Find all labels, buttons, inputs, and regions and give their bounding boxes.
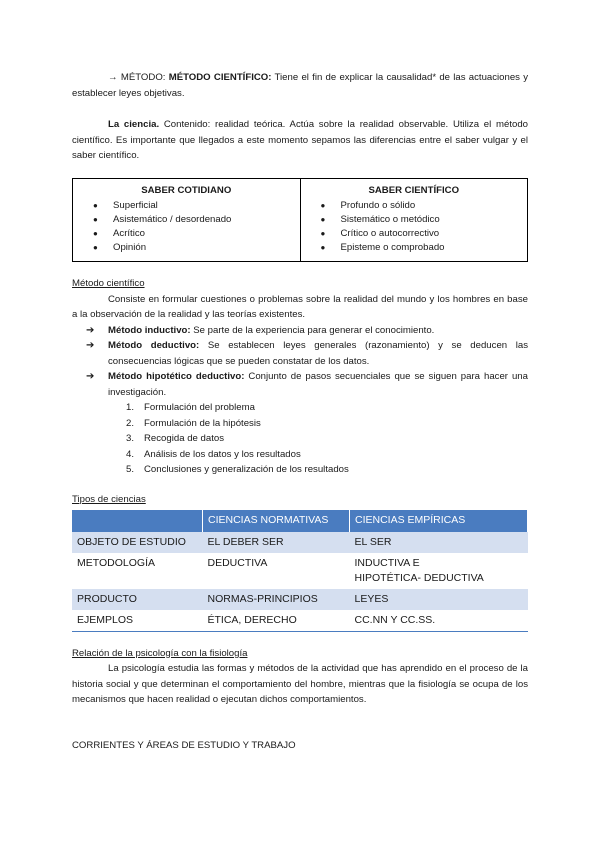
arrow-right-icon: ➔ [86, 340, 95, 351]
saber-cientifico-header: SABER CIENTÍFICO [368, 184, 460, 196]
method-bold: Método inductivo: [108, 324, 191, 336]
corrientes-heading: CORRIENTES Y ÁREAS DE ESTUDIO Y TRABAJO [72, 739, 296, 751]
table-row [72, 553, 528, 589]
metodo-cientifico-heading: Método científico [72, 278, 145, 289]
table-header-cell: CIENCIAS EMPÍRICAS [350, 510, 528, 532]
table-row [72, 610, 528, 632]
metodo-cientifico-intro: Consiste en formular cuestiones o problemas sobre la realidad del mundo y los hombres en base a la observación de la realidad y las teorías existentes. [72, 293, 528, 320]
step-number: 3. [126, 433, 135, 444]
list-item: ● Acrítico [81, 227, 292, 241]
table-cell: NORMAS-PRINCIPIOS [203, 589, 350, 610]
table-cell: EL DEBER SER [203, 532, 350, 553]
table-cell: LEYES [350, 589, 528, 610]
metodo-arrow: → [108, 72, 118, 83]
saber-cotidiano-cell [73, 178, 301, 262]
step-text: Conclusiones y generalización de los resultados [144, 464, 349, 475]
table-cell: EL SER [350, 532, 528, 553]
method-text: Conjunto de pasos secuenciales que se siguen para hacer una investigación. [108, 371, 528, 398]
table-cell: ÉTICA, DERECHO [203, 610, 350, 632]
arrow-right-icon: ➔ [86, 371, 95, 382]
step-number: 5. [126, 464, 135, 475]
step-number: 4. [126, 448, 135, 460]
table-row [72, 532, 528, 553]
method-item-inductivo [72, 323, 528, 339]
ciencia-bold: La ciencia. [108, 119, 160, 130]
list-item: ● Sistemático o metódico [309, 213, 520, 227]
metodo-bold: MÉTODO CIENTÍFICO: [168, 72, 272, 83]
method-item-deductivo [72, 338, 528, 369]
list-item [72, 400, 528, 416]
method-bold: Método deductivo: [108, 340, 200, 351]
step-text: Formulación de la hipótesis [144, 417, 261, 429]
list-item: ● Crítico o autocorrectivo [309, 227, 520, 241]
table-header-row [72, 510, 528, 532]
table-cell: DEDUCTIVA [203, 553, 350, 589]
table-cell: EJEMPLOS [72, 610, 203, 632]
document-page [72, 70, 528, 753]
tipos-table [72, 510, 528, 632]
list-item: ● Opinión [81, 241, 292, 255]
saber-cientifico-cell [300, 178, 528, 262]
saber-table [72, 178, 528, 263]
table-cell: PRODUCTO [72, 589, 203, 610]
method-item-hipotetico [72, 369, 528, 400]
method-text: Se parte de la experiencia para generar el conocimiento. [190, 324, 435, 336]
metodo-text: Tiene el fin de explicar la causalidad* de las actuaciones y establecer leyes objetivas. [72, 72, 529, 99]
ciencia-text: Contenido: realidad teórica. Actúa sobre la realidad observable. Utiliza el método científico. Es importante que llegados a este momento sepamos las diferencias entre el saber vulgar y el saber científico. [72, 119, 528, 161]
list-item: ● Superficial [81, 199, 292, 213]
metodo-paragraph [72, 70, 528, 101]
table-cell: INDUCTIVA E HIPOTÉTICA- DEDUCTIVA [350, 553, 528, 589]
list-item [72, 431, 528, 447]
step-number: 1. [126, 402, 135, 413]
saber-cotidiano-header: SABER COTIDIANO [141, 184, 232, 196]
step-text: Formulación del problema [144, 402, 255, 413]
table-cell: CC.NN Y CC.SS. [350, 610, 528, 632]
method-text: Se establecen leyes generales (razonamiento) y se deducen las consecuencias lógicas que se pueden constatar de los datos. [108, 340, 528, 367]
methods-list [72, 323, 528, 401]
list-item [72, 462, 528, 478]
table-cell: OBJETO DE ESTUDIO [72, 532, 203, 553]
method-bold: Método hipotético deductivo: [108, 371, 245, 382]
table-header-cell: CIENCIAS NORMATIVAS [203, 510, 350, 532]
relacion-paragraph: La psicología estudia las formas y métodos de la actividad que has aprendido en el proceso de la historia social y que determinan el comportamiento del hombre, mientras que la fisiología se ocupa de los mecanismos que hacen realidad o ejecutan dichos comportamientos. [72, 663, 528, 705]
saber-cotidiano-list [81, 199, 292, 255]
relacion-heading: Relación de la psicología con la fisiología [72, 647, 248, 659]
step-text: Análisis de los datos y los resultados [144, 448, 301, 460]
table-row [72, 589, 528, 610]
list-item [72, 447, 528, 463]
tipos-heading: Tipos de ciencias [72, 493, 146, 505]
step-text: Recogida de datos [144, 433, 225, 444]
table-cell: METODOLOGÍA [72, 553, 203, 589]
list-item [72, 416, 528, 432]
table-header-cell [72, 510, 203, 532]
list-item: ● Asistemático / desordenado [81, 213, 292, 227]
metodo-prefix: MÉTODO: [120, 72, 169, 83]
steps-list [72, 400, 528, 478]
ciencia-paragraph [72, 117, 528, 164]
saber-cientifico-list [309, 199, 520, 255]
list-item: ● Episteme o comprobado [309, 241, 520, 255]
list-item: ● Profundo o sólido [309, 199, 520, 213]
arrow-right-icon: ➔ [86, 324, 95, 336]
step-number: 2. [126, 417, 135, 429]
